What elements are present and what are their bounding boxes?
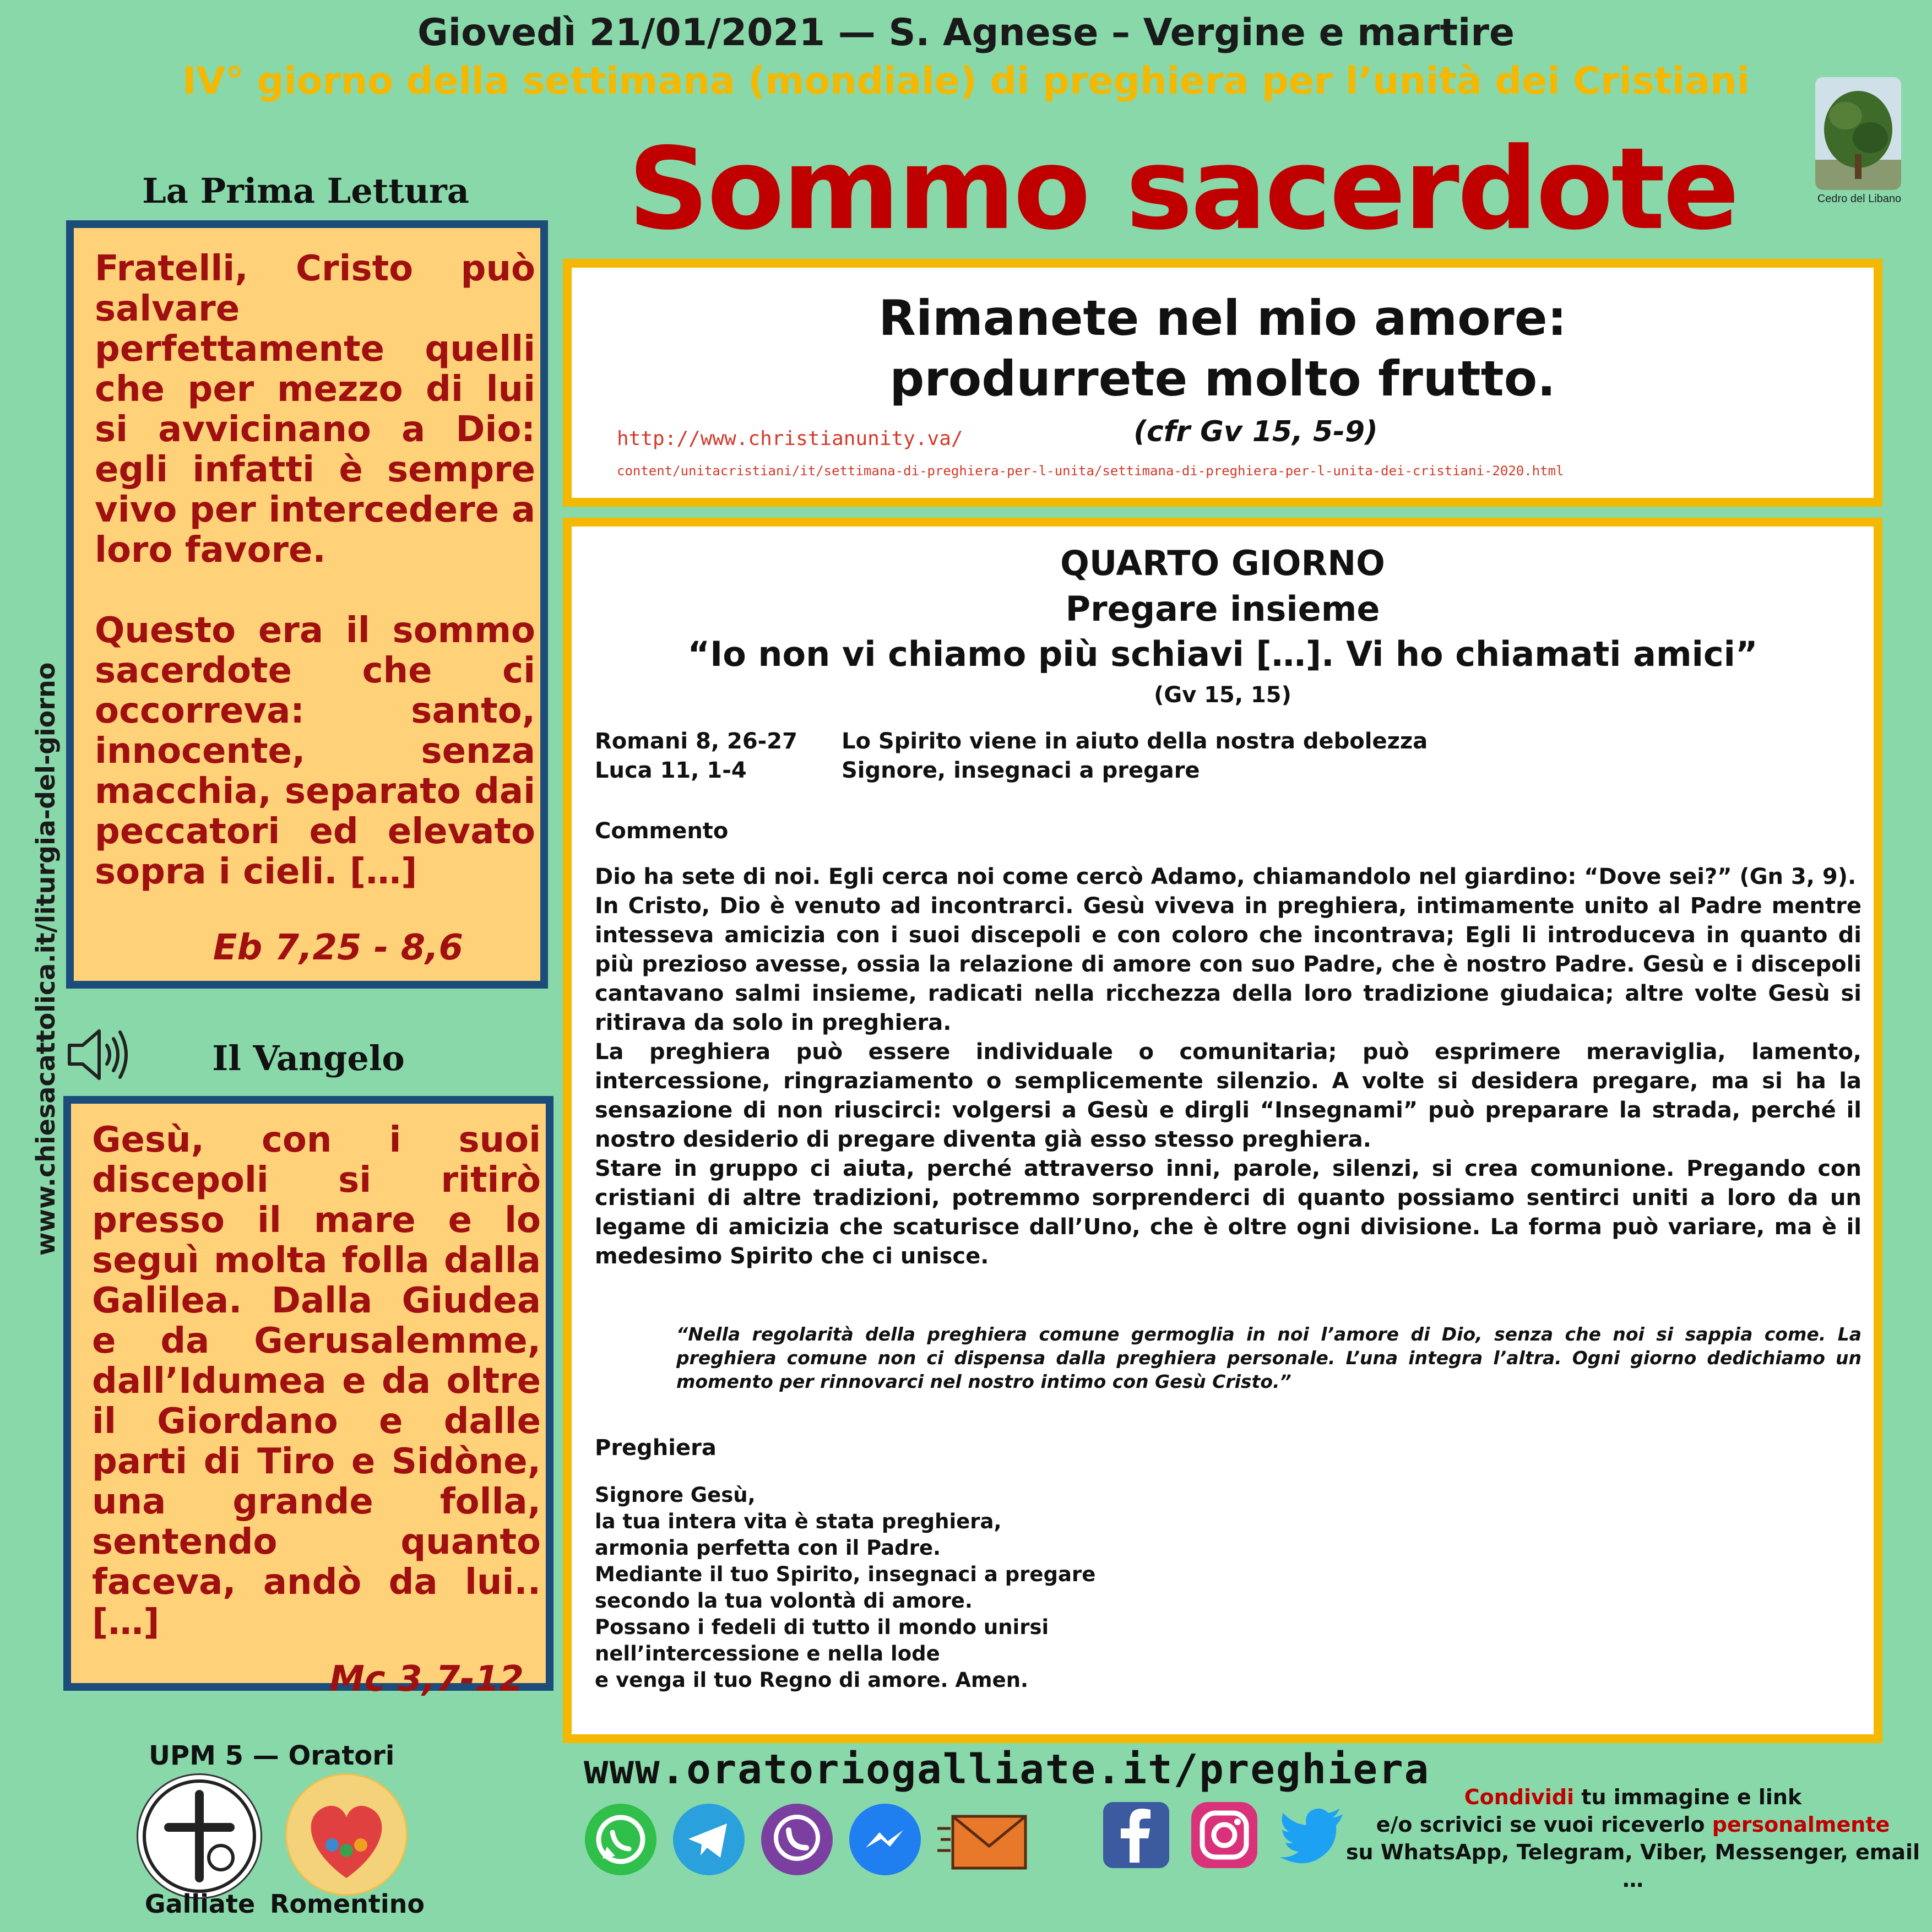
day-title: QUARTO GIORNO — [1060, 543, 1385, 583]
prayer-line: Possano i fedeli di tutto il mondo unirsi — [595, 1615, 1049, 1639]
comment-paragraph: Dio ha sete di noi. Egli cerca noi come cercò Adamo, chiamandolo nel giardino: “Dove sei?” (Gn 3, 9). — [595, 864, 1857, 889]
romentino-label: Romentino — [270, 1889, 425, 1919]
comment-text — [595, 862, 1862, 1271]
first-reading-heading: La Prima Lettura — [142, 171, 469, 211]
share-text: tu immagine e link — [1574, 1785, 1802, 1809]
share-line-3: su WhatsApp, Telegram, Viber, Messenger, email … — [1345, 1840, 1920, 1892]
cedar-caption: Cedro del Libano — [1817, 193, 1902, 205]
prayer-heading: Preghiera — [595, 1435, 717, 1461]
day-subtitle: Pregare insieme — [1065, 589, 1380, 629]
prayer-line: Mediante il tuo Spirito, insegnaci a pregare — [595, 1562, 1096, 1586]
prayer-line: secondo la tua volontà di amore. — [595, 1589, 973, 1613]
viber-icon[interactable] — [761, 1804, 833, 1875]
share-line-1 — [1344, 1783, 1922, 1811]
comment-paragraph: In Cristo, Dio è venuto ad incontrarci. Gesù viveva in preghiera, intimamente unito al Padre mentre intesseva amicizia con i suoi discepoli e con coloro che incontrava; Egli li introduceva in quanto di più prezioso avesse, ossia la relazione di amore con suo Padre, che è nostro Padre. Gesù e i discepoli cantavano salmi insieme, radicati nella ricchezza della loro tradizione giudaica; altre volte Gesù si ritirava da solo in preghiera. — [595, 893, 1862, 1035]
gospel-heading: Il Vangelo — [212, 1038, 405, 1078]
prayer-line: armonia perfetta con il Padre. — [595, 1536, 941, 1560]
telegram-icon[interactable] — [673, 1804, 745, 1875]
speaker-icon[interactable] — [65, 1024, 131, 1085]
whatsapp-icon[interactable] — [585, 1804, 656, 1875]
theme-line-1: Rimanete nel mio amore: — [878, 290, 1567, 346]
first-reading-text — [95, 249, 535, 892]
theme-ref: (cfr Gv 15, 5-9) — [1133, 415, 1378, 448]
reading-title-2: Signore, insegnaci a pregare — [842, 758, 1200, 783]
prayer-line: e venga il tuo Regno di amore. Amen. — [595, 1668, 1029, 1692]
instagram-icon[interactable] — [1191, 1802, 1257, 1868]
theme-line-2: produrrete molto frutto. — [889, 350, 1556, 407]
cedar-photo — [1815, 77, 1901, 190]
facebook-icon[interactable] — [1103, 1802, 1169, 1868]
share-note — [1344, 1783, 1922, 1893]
share-text: e/o scrivici se vuoi riceverlo — [1376, 1812, 1712, 1837]
page-title: Sommo sacerdote — [628, 124, 1738, 255]
italic-quote: “Nella regolarità della preghiera comune germoglia in noi l’amore di Dio, senza che noi si sappia come. La preghiera comune non ci dispensa dalla preghiera personale. L’una integra l’altra. Ogni giorno dedichiamo un momento per rinnovarci nel nostro intimo con Gesù Cristo.” — [676, 1323, 1862, 1392]
first-reading-ref: Eb 7,25 - 8,6 — [213, 927, 463, 968]
gospel-box — [63, 1096, 553, 1700]
day-text-box — [563, 518, 1882, 1743]
day-verse-ref: (Gv 15, 15) — [1154, 682, 1291, 708]
messenger-icon[interactable] — [849, 1804, 921, 1875]
prayer-line: la tua intera vita è stata preghiera, — [595, 1510, 1002, 1533]
site-link[interactable]: www.oratoriogalliate.it/preghiera — [584, 1746, 1430, 1793]
romentino-logo — [285, 1773, 408, 1896]
gospel-text: Gesù, con i suoi discepoli si ritirò presso il mare e lo seguì molta folla dalla Galilea. Dalla Giudea e da Gerusalemme, dall’Idumea e da oltre il Giordano e dalle parti di Tiro e Sidòne, una grande folla, sentendo quanto faceva, andò da lui.. […] — [92, 1120, 541, 1643]
day-verse: “Io non vi chiamo più schiavi […]. Vi ho chiamati amici” — [687, 634, 1758, 674]
gospel-ref: Mc 3,7-12 — [329, 1659, 524, 1700]
theme-box — [563, 259, 1882, 507]
galliate-label: Galliate — [144, 1889, 256, 1919]
header-date: Giovedì 21/01/2021 — S. Agnese – Vergine e martire — [417, 11, 1515, 55]
reading-ref-2: Luca 11, 1-4 — [595, 758, 747, 783]
first-reading-box — [66, 220, 548, 989]
email-icon[interactable] — [936, 1812, 1030, 1873]
source-link-host[interactable]: http://www.christianunity.va/ — [617, 427, 963, 450]
share-highlight: personalmente — [1712, 1812, 1890, 1837]
comment-paragraph: La preghiera può essere individuale o comunitaria; può esprimere meraviglia, lamento, intercessione, ringraziamento o semplicemente silenzio. A volte si desidera pregare, ma si ha la sensazione di non riuscirci: volgersi a Gesù e dirgli “Insegnami” può preparare la strada, perché il nostro desiderio di pregare diventa già esso stesso preghiera. — [595, 1039, 1862, 1152]
source-link-path[interactable]: content/unitacristiani/it/settimana-di-preghiera-per-l-unita/settimana-di-preghiera-per-l-unita-dei-cristiani-2020.html — [617, 463, 1564, 479]
share-highlight: Condividi — [1464, 1785, 1575, 1809]
prayer-line: nell’intercessione e nella lode — [595, 1642, 940, 1665]
liturgy-link[interactable]: www.chiesacattolica.it/liturgia-del-giorno — [31, 662, 61, 1256]
share-line-2 — [1344, 1811, 1922, 1838]
header-week-line: IV° giorno della settimana (mondiale) di preghiera per l’unità dei Cristiani — [182, 59, 1750, 103]
comment-paragraph: Stare in gruppo ci aiuta, perché attraverso inni, parole, silenzi, si crea comunione. Pregando con cristiani di altre tradizioni, potremmo sorprenderci di quanto possiamo sentirci uniti a loro da un legame di amicizia che scaturisce dall’Uno, che è oltre ogni divisione. La forma può variare, ma è il medesimo Spirito che ci unisce. — [595, 1156, 1862, 1269]
prayer-line: Signore Gesù, — [595, 1483, 756, 1507]
reading-ref-1: Romani 8, 26-27 — [595, 729, 797, 754]
first-reading-paragraph-1: Fratelli, Cristo può salvare perfettamente quelli che per mezzo di lui si avvicinano a Dio: egli infatti è sempre vivo per intercedere a loro favore. — [95, 248, 535, 571]
galliate-logo — [137, 1773, 262, 1899]
twitter-icon[interactable] — [1277, 1802, 1348, 1868]
comment-heading: Commento — [595, 818, 729, 844]
first-reading-paragraph-2: Questo era il sommo sacerdote che ci occorreva: santo, innocente, senza macchia, separato dai peccatori ed elevato sopra i cieli. […] — [95, 610, 535, 892]
reading-title-1: Lo Spirito viene in aiuto della nostra debolezza — [842, 729, 1428, 754]
upm-label: UPM 5 — Oratori — [149, 1740, 395, 1771]
prayer-text — [595, 1482, 1095, 1694]
